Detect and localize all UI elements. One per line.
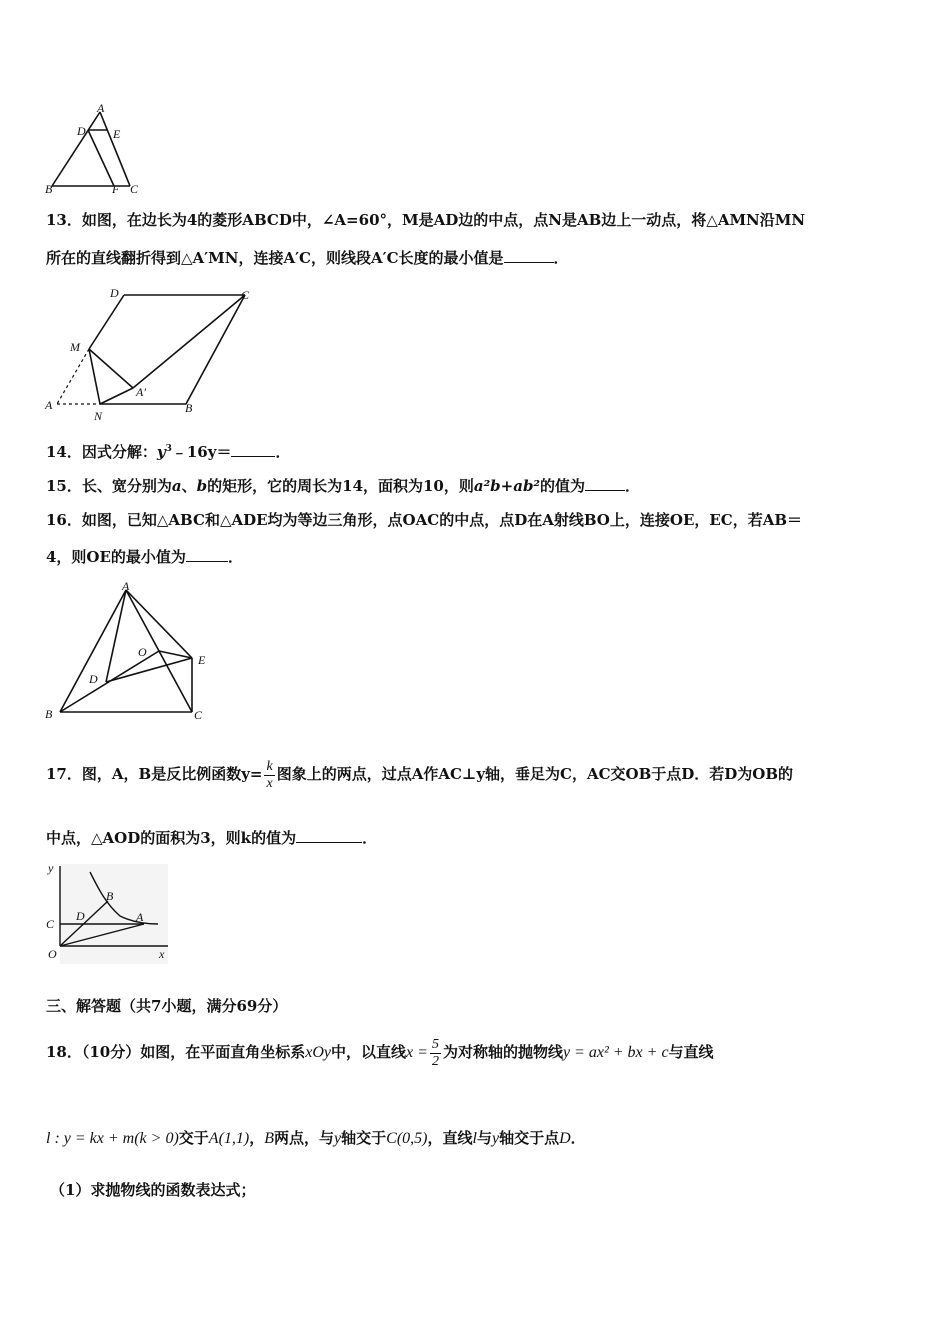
q17-period: ． [362, 829, 378, 847]
q18-point-d: D [559, 1130, 571, 1147]
frac-numerator: 5 [431, 1036, 439, 1052]
label-d: D [110, 286, 119, 300]
q18-line-equation: l : y = kx + m(k > 0) [46, 1130, 179, 1147]
q15-var-a: a [171, 477, 182, 495]
q18-x-equals: x = [406, 1044, 428, 1061]
hyperbola-figure-17 [40, 858, 172, 970]
label-n: N [94, 409, 103, 423]
q15-expression: a²b+ab² [473, 477, 540, 495]
q18-part-1: 18．（10分）如图，在平面直角坐标系 [46, 1043, 306, 1061]
question-18-sub-1: （1）求抛物线的函数表达式； [50, 1181, 256, 1199]
q18-part-12: ． [570, 1129, 586, 1147]
q15-suffix: 的值为 [540, 477, 586, 495]
q18-point-b: B [264, 1130, 275, 1147]
q18-parabola-equation: y = ax² + bx + c [562, 1044, 669, 1061]
q14-exponent: 3 [165, 444, 172, 454]
question-16-line-1: 16．如图，已知△ABC和△ADE均为等边三角形，点OAC的中点，点D在A射线BO上，连接OE，EC，若AB＝ [46, 511, 803, 529]
label-b: B [185, 401, 193, 415]
question-15 [46, 476, 640, 496]
label-c: C [241, 288, 250, 302]
answer-blank-17[interactable] [296, 828, 362, 843]
section-title: 三、解答题（共7小题，满分69分） [46, 997, 288, 1015]
label-a: A [97, 104, 105, 115]
frac-numerator: k [266, 758, 273, 774]
q18-point-a: A(1,1) [208, 1130, 250, 1147]
question-13-line-2 [46, 248, 569, 268]
q14-prefix: 14．因式分解： [46, 443, 157, 461]
question-18-line-2 [46, 1126, 586, 1151]
label-c: C [130, 182, 139, 196]
q18-point-c: C(0,5) [386, 1130, 428, 1147]
q15-sep: 、 [181, 477, 197, 495]
answer-blank-13[interactable] [504, 248, 554, 263]
label-m: M [70, 340, 80, 354]
q15-prefix: 15．长、宽分别为 [46, 477, 172, 495]
frac-denominator: 2 [431, 1053, 439, 1069]
label-o: O [48, 947, 57, 961]
label-c: C [194, 708, 203, 722]
q18-part-4: 与直线 [668, 1043, 714, 1061]
fraction-5-over-2 [430, 1037, 441, 1070]
question-18-line-1 [46, 1020, 714, 1085]
q18-y-axis-2: y [491, 1130, 500, 1147]
q17-suffix: 图象上的两点，过点A作AC⊥y轴，垂足为C，AC交OB于点D．若D为OB的 [276, 765, 794, 783]
question-13-text: 所在的直线翻折得到△A′MN，连接A′C，则线段A′C长度的最小值是 [46, 249, 504, 267]
question-17-line-2 [46, 828, 377, 848]
q15-mid: 的矩形，它的周长为14，面积为10，则 [207, 477, 474, 495]
label-f: F [112, 182, 120, 196]
label-c: C [46, 917, 55, 931]
q18-coord-system: xOy [305, 1044, 332, 1061]
q18-part-2: 中，以直线 [331, 1043, 407, 1061]
q14-expression: ﹣16y＝ [171, 443, 232, 461]
q14-var-y: y [156, 443, 166, 461]
q18-part-8: 轴交于 [341, 1129, 387, 1147]
label-a: A [45, 398, 53, 412]
q18-part-5: 交于 [178, 1129, 209, 1147]
q17-prefix: 17．图，A，B是反比例函数y= [46, 765, 263, 783]
label-o: O [138, 645, 147, 659]
label-y-axis: y [48, 861, 54, 875]
label-a: A [122, 579, 130, 593]
triangle-figure-16 [40, 578, 220, 726]
q18-part-9: ，直线 [427, 1129, 473, 1147]
answer-blank-15[interactable] [585, 476, 625, 491]
question-14 [46, 442, 290, 462]
q16-text: 4，则OE的最小值为 [46, 548, 186, 566]
frac-denominator: x [266, 775, 273, 791]
q18-part-6: ， [249, 1129, 265, 1147]
label-a-prime: A′ [136, 385, 146, 399]
label-b: B [45, 707, 53, 721]
q18-part-3: 为对称轴的抛物线 [442, 1043, 563, 1061]
q18-y-axis-1: y [334, 1130, 342, 1147]
label-e: E [113, 127, 121, 141]
answer-blank-16[interactable] [186, 547, 228, 562]
label-d: D [76, 909, 85, 923]
label-x-axis: x [159, 947, 165, 961]
label-b: B [106, 889, 114, 903]
q18-part-11: 轴交于点 [499, 1129, 560, 1147]
fraction-k-over-x [264, 759, 274, 792]
label-a: A [136, 910, 144, 924]
label-b: B [45, 182, 53, 196]
triangle-figure-12 [40, 104, 145, 196]
q15-period: ． [625, 477, 641, 495]
label-d: D [77, 124, 86, 138]
q16-period: ． [227, 548, 243, 566]
q18-line-l: l [472, 1130, 477, 1147]
answer-blank-14[interactable] [231, 442, 275, 457]
q18-part-10: 与 [476, 1129, 492, 1147]
q15-var-b: b [196, 477, 208, 495]
q17-text: 中点，△AOD的面积为3，则k的值为 [46, 829, 297, 847]
label-d: D [89, 672, 98, 686]
q18-part-7: 两点，与 [274, 1129, 335, 1147]
q14-period: ． [275, 443, 291, 461]
label-e: E [198, 653, 206, 667]
q13-period: ． [553, 249, 569, 267]
question-17-line-1 [46, 742, 793, 806]
question-13-line-1: 13．如图，在边长为4的菱形ABCD中，∠A=60°，M是AD边的中点，点N是AB边上一动点，将△AMN沿MN [46, 211, 806, 229]
rhombus-figure-13 [40, 284, 265, 426]
question-16-line-2 [46, 547, 243, 567]
